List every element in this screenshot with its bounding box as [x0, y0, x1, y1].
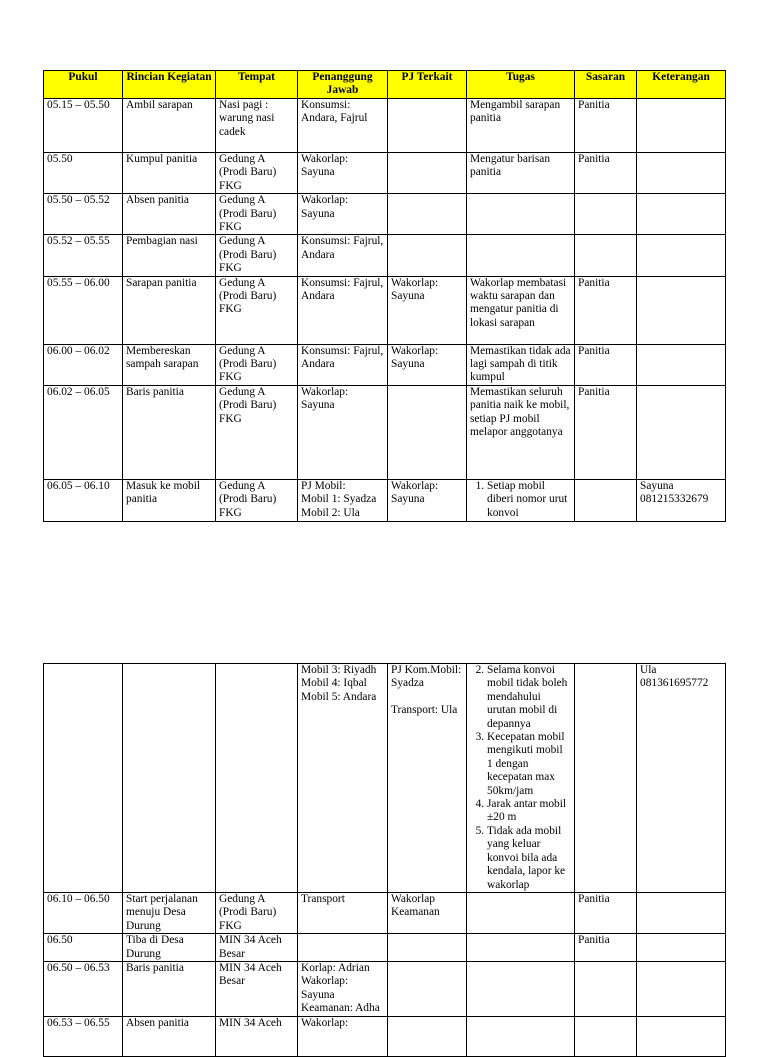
cell-pj: Konsumsi: Fajrul, Andara — [298, 344, 388, 385]
header-penanggung-jawab: Penanggung Jawab — [298, 71, 388, 99]
table-row — [44, 479, 726, 521]
cell-tugas: Mengatur barisan panitia — [467, 153, 575, 194]
schedule-table-top — [43, 70, 726, 522]
pj-terkait-kom-mobil: PJ Kom.Mobil: Syadza — [391, 664, 462, 690]
cell-pj-terkait — [388, 962, 467, 1017]
task-item: 2. Selama konvoi mobil tidak boleh mendahului urutan mobil di depannya — [487, 664, 571, 731]
cell-pj-terkait — [388, 385, 467, 479]
cell-tempat: Gedung A (Prodi Baru) FKG — [216, 385, 298, 479]
cell-pukul: 05.55 – 06.00 — [44, 276, 123, 344]
cell-keterangan — [637, 479, 726, 521]
keterangan-line: 081215332679 — [640, 493, 709, 506]
cell-sasaran: Panitia — [575, 153, 637, 194]
cell-pukul: 06.10 – 06.50 — [44, 893, 123, 934]
cell-rincian: Absen panitia — [123, 194, 216, 235]
cell-pukul: 05.15 – 05.50 — [44, 99, 123, 153]
table-row — [44, 934, 726, 962]
pj-line: Mobil 5: Andara — [301, 690, 377, 703]
cell-rincian: Tiba di Desa Durung — [123, 934, 216, 962]
cell-tugas: Memastikan seluruh panitia naik ke mobil, setiap PJ mobil melapor anggotanya — [467, 385, 575, 479]
cell-rincian: Masuk ke mobil panitia — [123, 479, 216, 521]
cell-tugas: Wakorlap membatasi waktu sarapan dan mengatur panitia di lokasi sarapan — [467, 276, 575, 344]
header-tempat: Tempat — [216, 71, 298, 99]
cell-pj-terkait: Wakorlap: Sayuna — [388, 479, 467, 521]
cell-tempat: Gedung A (Prodi Baru) FKG — [216, 479, 298, 521]
cell-pj: Konsumsi: Fajrul, Andara — [298, 235, 388, 276]
cell-pj-terkait — [388, 99, 467, 153]
pj-line: PJ Mobil: — [301, 479, 346, 492]
cell-pj-terkait: Wakorlap Keamanan — [388, 893, 467, 934]
cell-pj: Konsumsi: Fajrul, Andara — [298, 276, 388, 344]
cell-tempat: MIN 34 Aceh — [216, 1017, 298, 1057]
table-row — [44, 385, 726, 479]
cell-keterangan — [637, 235, 726, 276]
pj-terkait-transport: Transport: Ula — [391, 704, 458, 717]
task-item: 5. Tidak ada mobil yang keluar konvoi bila ada kendala, lapor ke wakorlap — [487, 825, 571, 892]
cell-keterangan — [637, 664, 726, 893]
task-item: 3. Kecepatan mobil mengikuti mobil 1 dengan kecepatan max 50km/jam — [487, 731, 571, 798]
cell-keterangan — [637, 1017, 726, 1057]
pj-line: Mobil 4: Iqbal — [301, 677, 367, 690]
cell-pj-terkait — [388, 1017, 467, 1057]
cell-sasaran — [575, 1017, 637, 1057]
cell-tugas — [467, 893, 575, 934]
cell-keterangan — [637, 934, 726, 962]
cell-pj-terkait: Wakorlap: Sayuna — [388, 344, 467, 385]
cell-tempat: MIN 34 Aceh Besar — [216, 934, 298, 962]
cell-sasaran — [575, 962, 637, 1017]
cell-tempat — [216, 664, 298, 893]
cell-pj-terkait — [388, 934, 467, 962]
table-row — [44, 153, 726, 194]
cell-rincian: Pembagian nasi — [123, 235, 216, 276]
cell-sasaran: Panitia — [575, 99, 637, 153]
cell-tugas — [467, 235, 575, 276]
cell-tempat: Gedung A (Prodi Baru) FKG — [216, 344, 298, 385]
cell-tugas — [467, 1017, 575, 1057]
header-pj-terkait: PJ Terkait — [388, 71, 467, 99]
cell-sasaran — [575, 664, 637, 893]
cell-tugas — [467, 479, 575, 521]
cell-pj: Transport — [298, 893, 388, 934]
table-row — [44, 893, 726, 934]
cell-keterangan — [637, 962, 726, 1017]
cell-rincian: Baris panitia — [123, 962, 216, 1017]
cell-rincian: Ambil sarapan — [123, 99, 216, 153]
cell-tempat: MIN 34 Aceh Besar — [216, 962, 298, 1017]
task-item: 4. Jarak antar mobil ±20 m — [487, 798, 571, 825]
keterangan-line: Ula — [640, 664, 657, 676]
cell-tempat: Gedung A (Prodi Baru) FKG — [216, 276, 298, 344]
cell-keterangan — [637, 276, 726, 344]
keterangan-line: 081361695772 — [640, 677, 709, 690]
cell-pukul: 05.52 – 05.55 — [44, 235, 123, 276]
cell-pj-terkait — [388, 235, 467, 276]
cell-pj — [298, 479, 388, 521]
cell-rincian: Baris panitia — [123, 385, 216, 479]
header-rincian-kegiatan: Rincian Kegiatan — [123, 71, 216, 99]
cell-pj: Wakorlap: Sayuna — [298, 385, 388, 479]
cell-tempat: Gedung A (Prodi Baru) FKG — [216, 194, 298, 235]
header-pukul: Pukul — [44, 71, 123, 99]
cell-pukul: 06.50 – 06.53 — [44, 962, 123, 1017]
cell-pj: Wakorlap: Sayuna — [298, 153, 388, 194]
cell-pukul: 05.50 — [44, 153, 123, 194]
cell-pj — [298, 664, 388, 893]
pj-line: Mobil 1: Syadza — [301, 493, 377, 506]
keterangan-line: Sayuna — [640, 479, 674, 492]
task-list — [470, 664, 571, 892]
cell-rincian — [123, 664, 216, 893]
cell-pukul — [44, 664, 123, 893]
pj-line: Mobil 2: Ula — [301, 506, 360, 519]
cell-tugas: Memastikan tidak ada lagi sampah di titik kumpul — [467, 344, 575, 385]
table-row — [44, 235, 726, 276]
header-sasaran: Sasaran — [575, 71, 637, 99]
cell-sasaran: Panitia — [575, 934, 637, 962]
cell-sasaran — [575, 194, 637, 235]
cell-tugas — [467, 664, 575, 893]
cell-pukul: 06.00 – 06.02 — [44, 344, 123, 385]
cell-tugas — [467, 962, 575, 1017]
header-tugas: Tugas — [467, 71, 575, 99]
table-row — [44, 664, 726, 893]
cell-tempat: Gedung A (Prodi Baru) FKG — [216, 235, 298, 276]
cell-pukul: 06.05 – 06.10 — [44, 479, 123, 521]
cell-keterangan — [637, 893, 726, 934]
cell-rincian: Kumpul panitia — [123, 153, 216, 194]
task-list — [470, 480, 571, 520]
task-item: 1. Setiap mobil diberi nomor urut konvoi — [487, 480, 571, 520]
cell-pukul: 06.53 – 06.55 — [44, 1017, 123, 1057]
cell-pukul: 06.50 — [44, 934, 123, 962]
table-row — [44, 276, 726, 344]
cell-sasaran: Panitia — [575, 893, 637, 934]
cell-pj: Korlap: Adrian Wakorlap: Sayuna Keamanan: Adha — [298, 962, 388, 1017]
cell-tempat: Gedung A (Prodi Baru) FKG — [216, 153, 298, 194]
schedule-table-bottom — [43, 663, 726, 1057]
cell-tempat: Nasi pagi : warung nasi cadek — [216, 99, 298, 153]
header-keterangan: Keterangan — [637, 71, 726, 99]
cell-rincian: Sarapan panitia — [123, 276, 216, 344]
table-row — [44, 344, 726, 385]
cell-sasaran: Panitia — [575, 276, 637, 344]
cell-pj: Wakorlap: Sayuna — [298, 194, 388, 235]
cell-keterangan — [637, 153, 726, 194]
table-row — [44, 962, 726, 1017]
cell-tugas — [467, 934, 575, 962]
cell-keterangan — [637, 344, 726, 385]
pj-line: Mobil 3: Riyadh — [301, 664, 377, 676]
cell-pj — [298, 934, 388, 962]
header-row — [44, 71, 726, 99]
cell-pukul: 05.50 – 05.52 — [44, 194, 123, 235]
cell-pj-terkait: Wakorlap: Sayuna — [388, 276, 467, 344]
cell-rincian: Absen panitia — [123, 1017, 216, 1057]
table-row — [44, 99, 726, 153]
cell-sasaran — [575, 479, 637, 521]
cell-pukul: 06.02 – 06.05 — [44, 385, 123, 479]
cell-rincian: Start perjalanan menuju Desa Durung — [123, 893, 216, 934]
cell-keterangan — [637, 194, 726, 235]
cell-pj: Konsumsi: Andara, Fajrul — [298, 99, 388, 153]
cell-tempat: Gedung A (Prodi Baru) FKG — [216, 893, 298, 934]
cell-rincian: Membereskan sampah sarapan — [123, 344, 216, 385]
cell-pj: Wakorlap: — [298, 1017, 388, 1057]
cell-pj-terkait — [388, 664, 467, 893]
spacer — [391, 691, 463, 704]
cell-sasaran: Panitia — [575, 344, 637, 385]
table-row — [44, 194, 726, 235]
cell-keterangan — [637, 99, 726, 153]
cell-tugas — [467, 194, 575, 235]
cell-keterangan — [637, 385, 726, 479]
cell-pj-terkait — [388, 194, 467, 235]
cell-pj-terkait — [388, 153, 467, 194]
cell-sasaran: Panitia — [575, 385, 637, 479]
cell-sasaran — [575, 235, 637, 276]
table-row — [44, 1017, 726, 1057]
cell-tugas: Mengambil sarapan panitia — [467, 99, 575, 153]
